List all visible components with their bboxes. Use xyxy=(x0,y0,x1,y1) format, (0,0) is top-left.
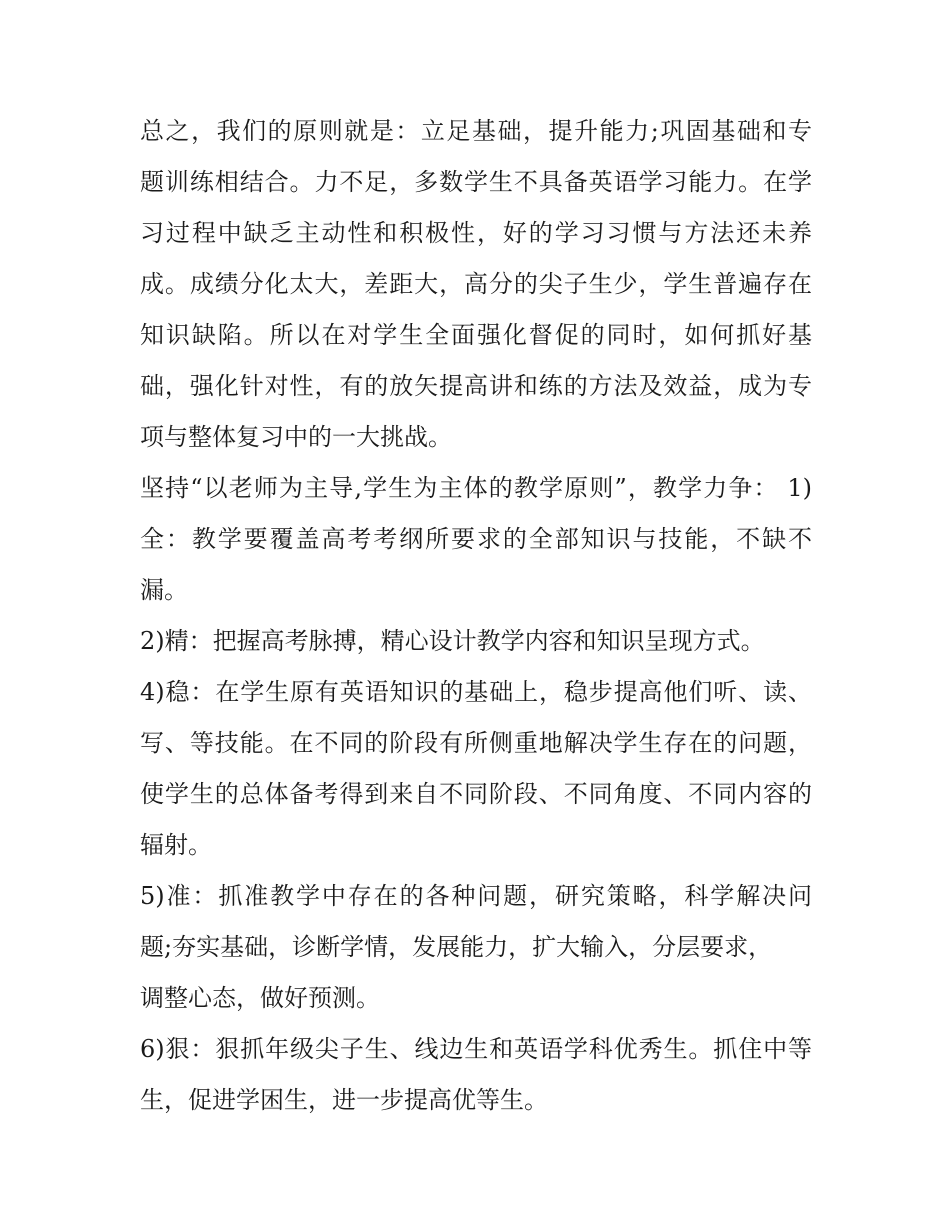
text-line: 础，强化针对性，有的放矢提高讲和练的方法及效益，成为专 xyxy=(140,372,812,400)
text-line: 5)准：抓准教学中存在的各种问题，研究策略，科学解决问 xyxy=(140,882,812,910)
text-line: 写、等技能。在不同的阶段有所侧重地解决学生存在的问题， xyxy=(140,729,812,757)
text-line: 习过程中缺乏主动性和积极性，好的学习习惯与方法还未养 xyxy=(140,219,812,247)
text-line: 项与整体复习中的一大挑战。 xyxy=(140,423,452,451)
text-line: 坚持“以老师为主导,学生为主体的教学原则”，教学力争： 1) xyxy=(140,474,812,502)
text-line: 题训练相结合。力不足，多数学生不具备英语学习能力。在学 xyxy=(140,168,812,196)
text-line: 知识缺陷。所以在对学生全面强化督促的同时，如何抓好基 xyxy=(140,321,812,349)
text-line: 调整心态，做好预测。 xyxy=(140,984,380,1012)
text-line: 全：教学要覆盖高考考纲所要求的全部知识与技能，不缺不 xyxy=(140,525,812,553)
text-line: 辐射。 xyxy=(140,831,212,859)
text-line: 2)精：把握高考脉搏，精心设计教学内容和知识呈现方式。 xyxy=(140,627,765,655)
text-line: 成。成绩分化太大，差距大，高分的尖子生少，学生普遍存在 xyxy=(140,270,812,298)
text-line: 4)稳：在学生原有英语知识的基础上，稳步提高他们听、读、 xyxy=(140,678,812,706)
text-line: 使学生的总体备考得到来自不同阶段、不同角度、不同内容的 xyxy=(140,780,812,808)
text-line: 题;夯实基础，诊断学情，发展能力，扩大输入，分层要求， xyxy=(140,933,773,961)
text-line: 总之，我们的原则就是：立足基础，提升能力;巩固基础和专 xyxy=(140,117,812,145)
text-line: 6)狠：狠抓年级尖子生、线边生和英语学科优秀生。抓住中等 xyxy=(140,1035,812,1063)
text-line: 生，促进学困生，进一步提高优等生。 xyxy=(140,1086,548,1114)
text-line: 漏。 xyxy=(140,576,188,604)
document-body xyxy=(140,106,812,1126)
